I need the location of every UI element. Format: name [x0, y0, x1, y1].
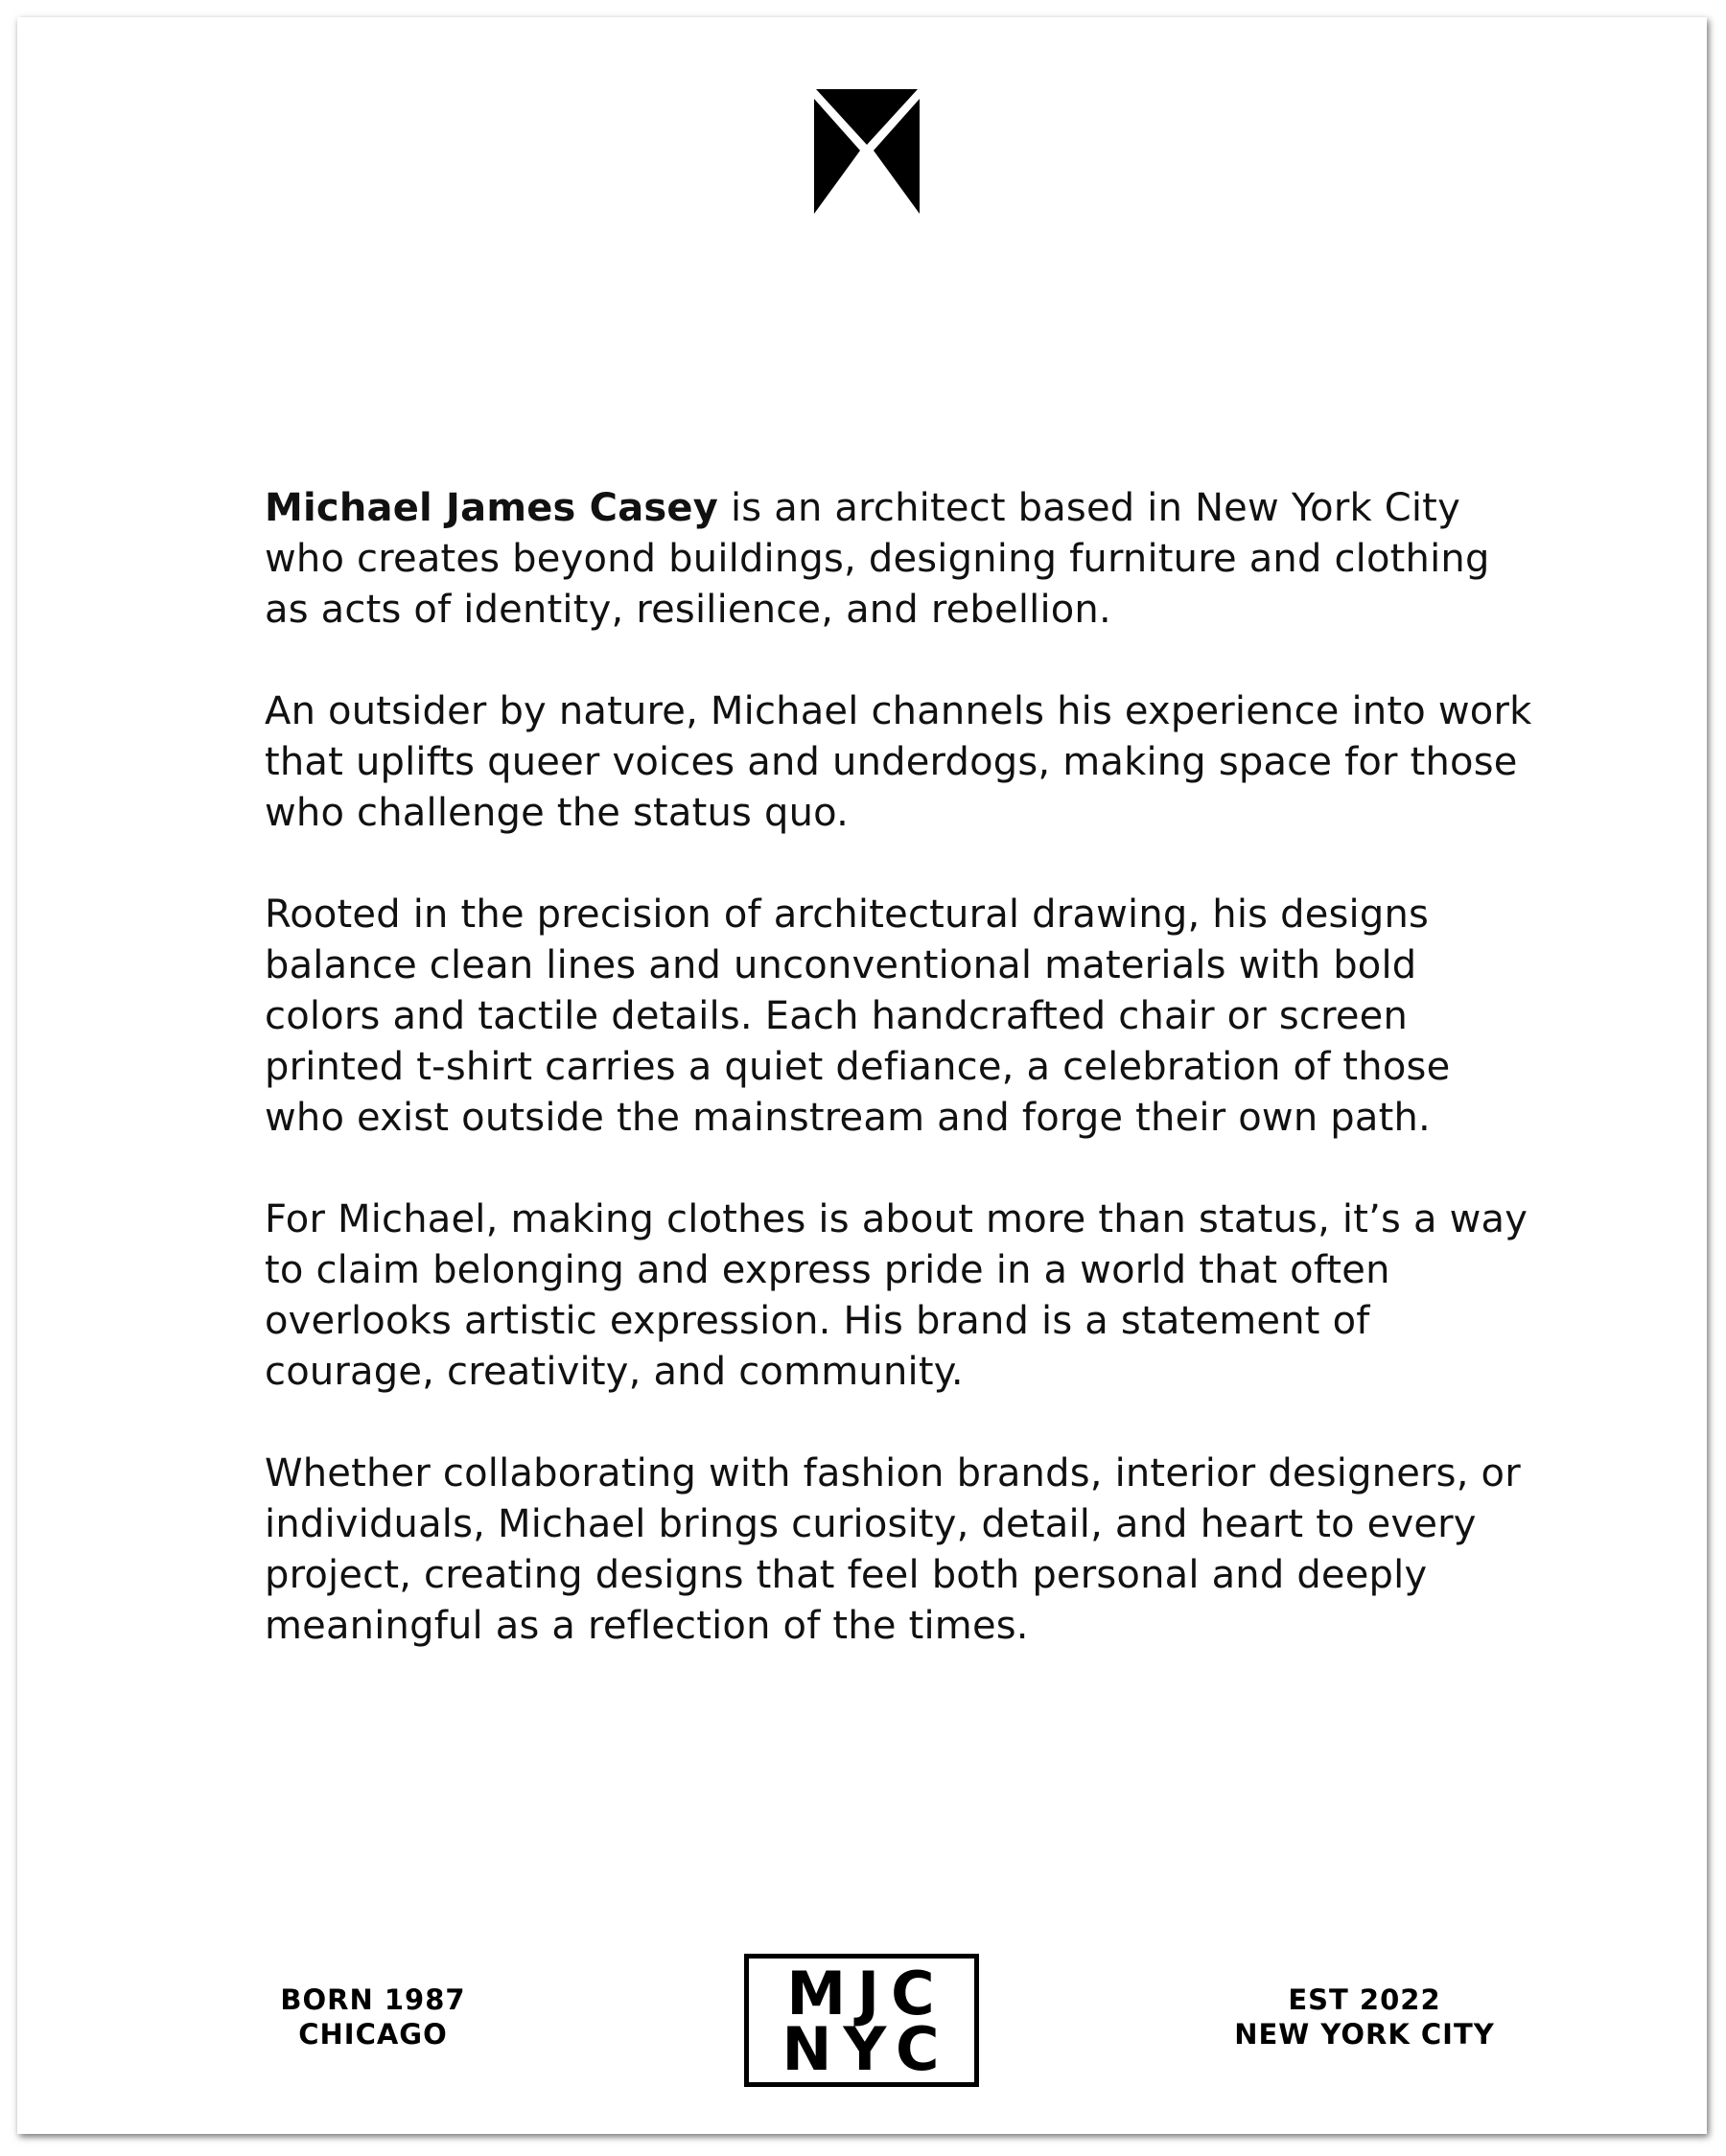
document-page [17, 17, 1707, 2134]
born-caption [263, 1982, 483, 2052]
born-city: CHICAGO [298, 2018, 448, 2051]
bio-paragraph-3: Rooted in the precision of architectural drawing, his designs balance clean lines and unconventional materials with bold colors and tactile details. Each handcrafted chair or screen printed t-shirt carries a quiet defiance, a celebration of those who exist outside the mainstream and forge their own path. [265, 893, 1451, 1140]
established-year: EST 2022 [1288, 1983, 1441, 2016]
born-year: BORN 1987 [280, 1983, 466, 2016]
monogram-logo-icon [814, 89, 920, 214]
established-caption [1206, 1982, 1523, 2052]
logo-line-mjc: MJC [786, 1959, 946, 2028]
bio-paragraph-4: For Michael, making clothes is about more than status, it’s a way to claim belonging and express pride in a world that often overlooks artistic expression. His brand is a statement of courage, creativity, and community. [265, 1197, 1528, 1394]
mjc-nyc-logo [744, 1954, 979, 2087]
biography-text [265, 483, 1540, 1703]
established-city: NEW YORK CITY [1234, 2018, 1495, 2051]
logo-line-nyc: NYC [781, 2014, 951, 2084]
bio-paragraph-5: Whether collaborating with fashion brands, interior designers, or individuals, Michael brings curiosity, detail, and heart to every project, creating designs that feel both personal and deeply meaningful as a reflection of the times. [265, 1451, 1521, 1648]
bio-paragraph-1-text: is an architect based in New York City who creates beyond buildings, designing furniture and clothing as acts of identity, resilience, and rebellion. [265, 486, 1490, 632]
bio-paragraph-2: An outsider by nature, Michael channels his experience into work that uplifts queer voices and underdogs, making space for those who challenge the status quo. [265, 689, 1532, 835]
bio-name: Michael James Casey [265, 486, 719, 530]
bio-paragraph-1 [265, 483, 1540, 636]
